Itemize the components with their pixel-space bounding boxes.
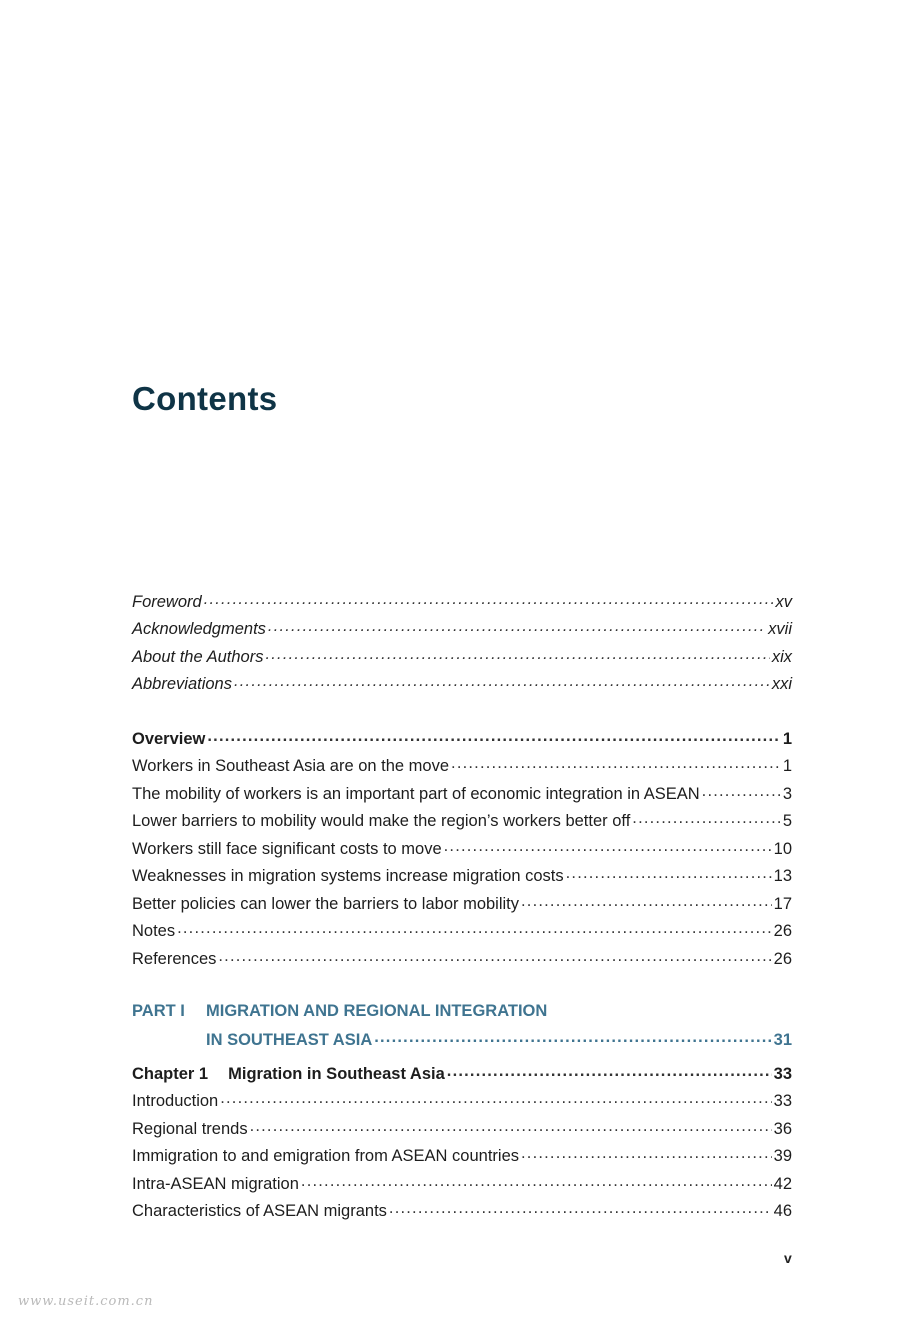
- toc-entry-page: 5: [782, 812, 792, 830]
- toc-entry-label: Workers in Southeast Asia are on the move: [132, 757, 450, 775]
- toc-chapter-heading[interactable]: [132, 1062, 792, 1090]
- dot-leader: [204, 590, 774, 607]
- toc-entry-page: 13: [773, 867, 792, 885]
- toc-entry-page: 26: [773, 922, 792, 940]
- dot-leader: [632, 810, 781, 827]
- toc-entry-label: Introduction: [132, 1092, 219, 1110]
- toc-entry-label: Regional trends: [132, 1119, 248, 1138]
- dot-leader: [521, 1145, 772, 1162]
- toc-entry-page: 1: [782, 757, 792, 775]
- toc-entry-foreword[interactable]: [132, 590, 792, 618]
- dot-leader: [177, 920, 772, 937]
- toc-entry-page: 17: [773, 894, 792, 913]
- toc-entry-abbreviations[interactable]: [132, 673, 792, 701]
- table-of-contents: [132, 590, 792, 1227]
- toc-entry-page: xxi: [771, 675, 792, 693]
- toc-entry-page: 33: [773, 1092, 792, 1110]
- dot-leader: [566, 865, 772, 882]
- toc-entry-label: About the Authors: [132, 647, 264, 666]
- dot-leader: [521, 892, 772, 909]
- part-title-line1: MIGRATION AND REGIONAL INTEGRATION: [206, 1001, 548, 1020]
- toc-entry-label: Weaknesses in migration systems increase migration costs: [132, 867, 564, 885]
- toc-entry-page: 46: [773, 1202, 792, 1220]
- toc-entry[interactable]: [132, 1172, 792, 1200]
- page-number: v: [784, 1250, 792, 1266]
- toc-entry-label: The mobility of workers is an important part of economic integration in ASEAN: [132, 784, 700, 803]
- toc-entry-page: xvii: [768, 620, 792, 638]
- toc-part-heading[interactable]: [132, 1002, 792, 1057]
- dot-leader: [218, 947, 771, 964]
- toc-entry-page: 36: [773, 1119, 792, 1138]
- toc-entry[interactable]: [132, 1090, 792, 1118]
- toc-entry[interactable]: [132, 810, 792, 838]
- dot-leader: [374, 1029, 771, 1046]
- toc-entry-page: 10: [773, 839, 792, 858]
- toc-entry[interactable]: [132, 1200, 792, 1228]
- dot-leader: [444, 837, 772, 854]
- chapter-number: Chapter 1: [132, 1064, 209, 1083]
- dot-leader: [301, 1172, 772, 1189]
- toc-entry[interactable]: [132, 920, 792, 948]
- toc-entry[interactable]: [132, 1145, 792, 1173]
- toc-section-label: Overview: [132, 729, 206, 748]
- dot-leader: [234, 673, 770, 690]
- toc-entry[interactable]: [132, 892, 792, 920]
- toc-entry-acknowledgments[interactable]: [132, 618, 792, 646]
- part-number: PART I: [132, 1001, 185, 1020]
- toc-entry-page: xix: [771, 647, 792, 666]
- toc-entry-page: 39: [773, 1147, 792, 1165]
- dot-leader: [451, 755, 781, 772]
- toc-entry-label: Abbreviations: [132, 675, 232, 693]
- toc-entry-page: 31: [773, 1031, 792, 1049]
- toc-entry-label: Foreword: [132, 592, 202, 611]
- toc-entry-label: Workers still face significant costs to move: [132, 839, 442, 858]
- toc-entry-label: References: [132, 949, 217, 968]
- toc-entry-page: 1: [782, 729, 792, 748]
- page-title: Contents: [132, 380, 278, 417]
- toc-entry-label: Immigration to and emigration from ASEAN countries: [132, 1147, 520, 1165]
- toc-entry-page: 26: [773, 949, 792, 968]
- toc-entry-page: 42: [773, 1174, 792, 1193]
- toc-entry[interactable]: [132, 837, 792, 865]
- toc-entry-label: Lower barriers to mobility would make the region’s workers better off: [132, 812, 631, 830]
- dot-leader: [265, 645, 769, 662]
- toc-entry[interactable]: [132, 947, 792, 975]
- dot-leader: [250, 1117, 772, 1134]
- toc-entry[interactable]: [132, 1117, 792, 1145]
- dot-leader: [207, 727, 780, 744]
- dot-leader: [268, 618, 766, 635]
- toc-entry-label: Characteristics of ASEAN migrants: [132, 1202, 387, 1220]
- toc-entry[interactable]: [132, 782, 792, 810]
- chapter-title: Migration in Southeast Asia: [228, 1064, 445, 1083]
- dot-leader: [389, 1200, 772, 1217]
- toc-entry[interactable]: [132, 865, 792, 893]
- toc-entry-page: xv: [775, 592, 792, 611]
- watermark: www.useit.com.cn: [18, 1294, 154, 1309]
- toc-entry[interactable]: [132, 755, 792, 783]
- toc-entry-page: 33: [773, 1064, 792, 1083]
- toc-entry-label: Intra-ASEAN migration: [132, 1174, 299, 1193]
- toc-entry-about-the-authors[interactable]: [132, 645, 792, 673]
- toc-entry-overview[interactable]: [132, 727, 792, 755]
- toc-entry-label: Acknowledgments: [132, 620, 266, 638]
- dot-leader: [220, 1090, 771, 1107]
- toc-entry-label: Notes: [132, 922, 176, 940]
- part-title-line2: IN SOUTHEAST ASIA: [206, 1031, 373, 1049]
- dot-leader: [447, 1062, 772, 1079]
- toc-entry-label: Better policies can lower the barriers to labor mobility: [132, 894, 520, 913]
- toc-entry-page: 3: [782, 784, 792, 803]
- dot-leader: [702, 782, 781, 799]
